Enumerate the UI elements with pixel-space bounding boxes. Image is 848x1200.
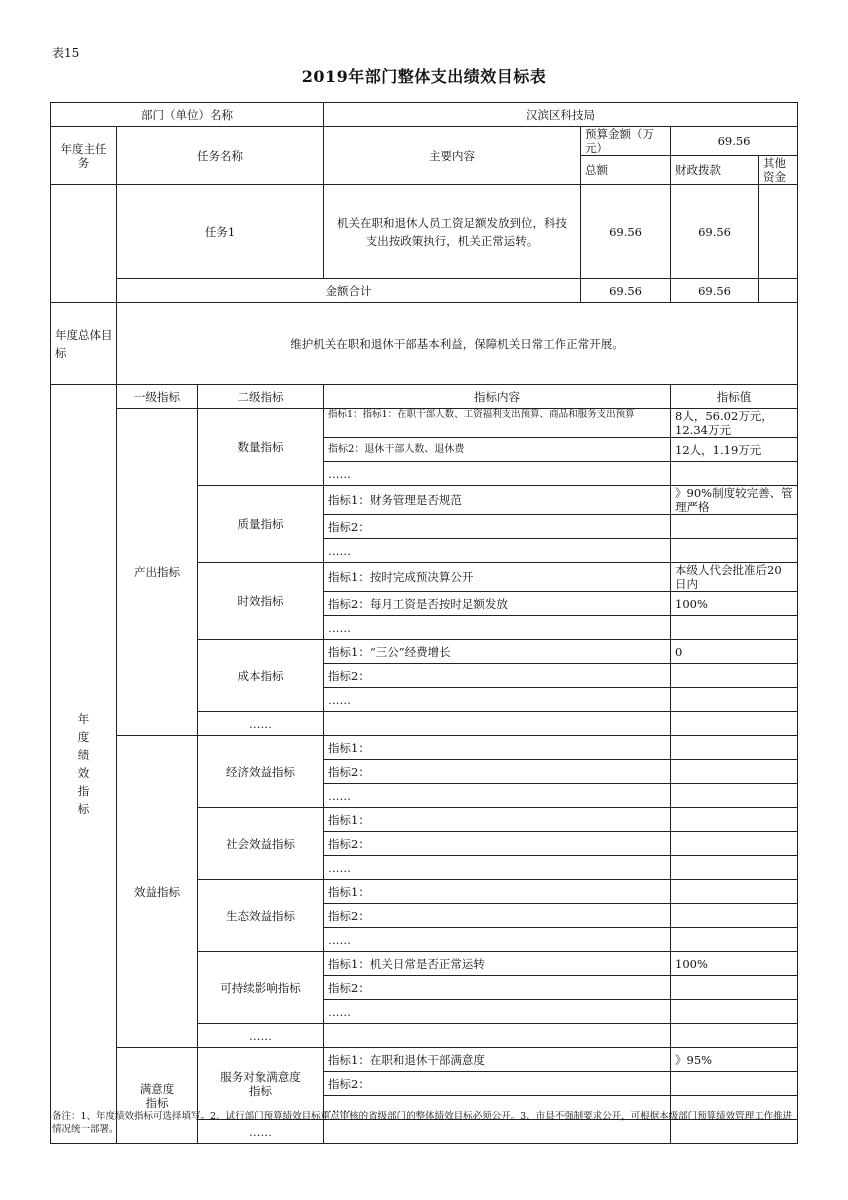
benefit-more-content — [324, 1024, 671, 1048]
quantity-ellipsis: …… — [324, 462, 671, 486]
quantity-value-2: 12人，1.19万元 — [671, 438, 798, 462]
economic-value-3 — [671, 784, 798, 808]
budget-amount-value: 69.56 — [671, 127, 798, 156]
quality-indicator-label: 质量指标 — [198, 486, 324, 563]
cost-value-2 — [671, 664, 798, 688]
timeliness-value-2: 100% — [671, 592, 798, 616]
task-name: 任务1 — [117, 185, 324, 279]
cost-indicator-2: 指标2： — [324, 664, 671, 688]
economic-indicator-1: 指标1： — [324, 736, 671, 760]
benefit-indicator-label: 效益指标 — [117, 736, 198, 1048]
sum-other — [759, 279, 798, 303]
quality-value-2 — [671, 515, 798, 539]
dept-name-label: 部门（单位）名称 — [51, 103, 324, 127]
timeliness-indicator-2: 指标2：每月工资是否按时足额发放 — [324, 592, 671, 616]
ecological-value-3 — [671, 928, 798, 952]
content-header: 指标内容 — [324, 385, 671, 409]
social-value-3 — [671, 856, 798, 880]
timeliness-indicator-1: 指标1：按时完成预决算公开 — [324, 563, 671, 592]
annual-task-blank — [51, 185, 117, 303]
social-indicator-label: 社会效益指标 — [198, 808, 324, 880]
service-value-1: 》95% — [671, 1048, 798, 1072]
economic-ellipsis: …… — [324, 784, 671, 808]
overall-goal-text: 维护机关在职和退休干部基本利益，保障机关日常工作正常开展。 — [117, 303, 798, 385]
ecological-indicator-1: 指标1： — [324, 880, 671, 904]
quality-value-3 — [671, 539, 798, 563]
sustainable-indicator-1: 指标1：机关日常是否正常运转 — [324, 952, 671, 976]
economic-value-2 — [671, 760, 798, 784]
cost-value-1: 0 — [671, 640, 798, 664]
economic-indicator-2: 指标2： — [324, 760, 671, 784]
service-value-2 — [671, 1072, 798, 1096]
annual-indicators-label: 年度绩效指标 — [51, 385, 117, 1144]
sum-total: 69.56 — [581, 279, 671, 303]
total-header: 总额 — [581, 156, 671, 185]
fiscal-header: 财政拨款 — [671, 156, 759, 185]
quantity-indicator-label: 数量指标 — [198, 409, 324, 486]
task-fiscal: 69.56 — [671, 185, 759, 279]
service-indicator-2: 指标2： — [324, 1072, 671, 1096]
sustainable-value-3 — [671, 1000, 798, 1024]
ecological-indicator-2: 指标2： — [324, 904, 671, 928]
task-name-header: 任务名称 — [117, 127, 324, 185]
output-more-value — [671, 712, 798, 736]
ecological-value-2 — [671, 904, 798, 928]
quantity-value-1: 8人，56.02万元，12.34万元 — [671, 409, 798, 438]
output-indicator-label: 产出指标 — [117, 409, 198, 736]
ecological-ellipsis: …… — [324, 928, 671, 952]
timeliness-ellipsis: …… — [324, 616, 671, 640]
economic-indicator-label: 经济效益指标 — [198, 736, 324, 808]
service-satisfaction-label: 服务对象满意度指标 — [198, 1048, 324, 1120]
quantity-indicator-2: 指标2：退休干部人数、退休费 — [324, 438, 671, 462]
annual-task-label: 年度主任务 — [51, 127, 117, 185]
quality-ellipsis: …… — [324, 539, 671, 563]
page-title: 2019年部门整体支出绩效目标表 — [301, 67, 547, 86]
value-header: 指标值 — [671, 385, 798, 409]
output-more-ellipsis: …… — [198, 712, 324, 736]
social-value-2 — [671, 832, 798, 856]
quality-indicator-1: 指标1：财务管理是否规范 — [324, 486, 671, 515]
cost-value-3 — [671, 688, 798, 712]
social-ellipsis: …… — [324, 856, 671, 880]
satisfaction-indicator-label: 满意度指标 — [117, 1048, 198, 1144]
level1-header: 一级指标 — [117, 385, 198, 409]
quality-indicator-2: 指标2： — [324, 515, 671, 539]
sustainable-value-2 — [671, 976, 798, 1000]
benefit-more-value — [671, 1024, 798, 1048]
service-indicator-1: 指标1：在职和退休干部满意度 — [324, 1048, 671, 1072]
benefit-more-ellipsis: …… — [198, 1024, 324, 1048]
economic-value-1 — [671, 736, 798, 760]
timeliness-indicator-label: 时效指标 — [198, 563, 324, 640]
level2-header: 二级指标 — [198, 385, 324, 409]
timeliness-value-1: 本级人代会批准后20日内 — [671, 563, 798, 592]
table-code: 表15 — [52, 46, 80, 60]
task-total: 69.56 — [581, 185, 671, 279]
social-indicator-1: 指标1： — [324, 808, 671, 832]
sustainable-ellipsis: …… — [324, 1000, 671, 1024]
overall-goal-label: 年度总体目标 — [51, 303, 117, 385]
quality-value-1: 》90%制度较完善、管理严格 — [671, 486, 798, 515]
task-other — [759, 185, 798, 279]
cost-indicator-label: 成本指标 — [198, 640, 324, 712]
social-value-1 — [671, 808, 798, 832]
quantity-value-3 — [671, 462, 798, 486]
other-header: 其他资金 — [759, 156, 798, 185]
task-content: 机关在职和退休人员工资足额发放到位，科技支出按政策执行，机关正常运转。 — [324, 185, 581, 279]
ecological-value-1 — [671, 880, 798, 904]
cost-indicator-1: 指标1：“三公”经费增长 — [324, 640, 671, 664]
dept-name-value: 汉滨区科技局 — [324, 103, 798, 127]
sustainable-indicator-2: 指标2： — [324, 976, 671, 1000]
satisfaction-more-ellipsis: …… — [198, 1120, 324, 1144]
service-ellipsis: …… — [324, 1096, 671, 1120]
ecological-indicator-label: 生态效益指标 — [198, 880, 324, 952]
main-content-header: 主要内容 — [324, 127, 581, 185]
footnote: 备注：1、年度绩效指标可选择填写。2、试行部门预算绩效目标重点审核的省级部门的整体绩效目标必须公开。3、市县不强制要求公开，可根据本级部门预算绩效管理工作推进情况统一部署。 — [52, 1111, 793, 1135]
sustainable-value-1: 100% — [671, 952, 798, 976]
social-indicator-2: 指标2： — [324, 832, 671, 856]
timeliness-value-3 — [671, 616, 798, 640]
sum-label: 金额合计 — [117, 279, 581, 303]
budget-amount-label: 预算金额（万元） — [581, 127, 671, 156]
quantity-indicator-1: 指标1：指标1：在职干部人数、工资福利支出预算、商品和服务支出预算 — [324, 409, 671, 438]
output-more-content — [324, 712, 671, 736]
sum-fiscal: 69.56 — [671, 279, 759, 303]
sustainable-indicator-label: 可持续影响指标 — [198, 952, 324, 1024]
cost-ellipsis: …… — [324, 688, 671, 712]
